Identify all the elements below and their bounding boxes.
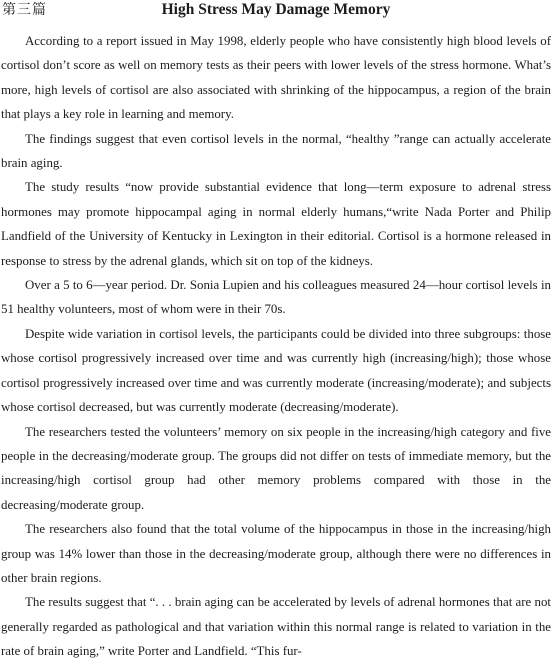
document-header bbox=[1, 0, 551, 22]
paragraph: The researchers also found that the total volume of the hippocampus in those in the increasing/high group was 14% lower than those in the decreasing/moderate group, although there were no differences in other brain regions. bbox=[1, 522, 551, 585]
paragraph: The findings suggest that even cortisol levels in the normal, “healthy ”range can actually accelerate brain aging. bbox=[1, 131, 551, 171]
paragraph: Despite wide variation in cortisol levels, the participants could be divided into three subgroups: those whose cortisol progressively increased over time and was currently high (increasing/high); those whose cortisol progressively increased over time and was currently moderate (increasing/moderate); and subjects whose cortisol decreased, but was currently moderate (decreasing/moderate). bbox=[1, 326, 551, 415]
paragraph: The researchers tested the volunteers’ memory on six people in the increasing/high category and five people in the decreasing/moderate group. The groups did not differ on tests of immediate memory, but the increasing/high cortisol group had other memory problems compared with those in the decreasing/moderate group. bbox=[1, 424, 551, 512]
paragraph: The results suggest that “. . . brain aging can be accelerated by levels of adrenal hormones that are not generally regarded as pathological and that variation within this normal range is related to variation in the rate of brain aging,” write Porter and Landfield. “This fur- bbox=[1, 595, 551, 659]
article-title: High Stress May Damage Memory bbox=[161, 1, 391, 18]
section-label: 第三篇 bbox=[2, 2, 47, 18]
paragraph: According to a report issued in May 1998, elderly people who have consistently high blood levels of cortisol don’t score as well on memory tests as their peers with lower levels of the stress hormone. What’s more, high levels of cortisol are also associated with shrinking of the hippocampus, a region of the brain that plays a key role in learning and memory. bbox=[1, 34, 551, 122]
article-body bbox=[1, 29, 551, 664]
paragraph: The study results “now provide substantial evidence that long—term exposure to adrenal stress hormones may promote hippocampal aging in normal elderly humans,“write Nada Porter and Philip Landfield of the University of Kentucky in Lexington in their editorial. Cortisol is a hormone released in response to stress by the adrenal glands, which sit on top of the kidneys. bbox=[1, 180, 551, 268]
paragraph: Over a 5 to 6—year period. Dr. Sonia Lupien and his colleagues measured 24—hour cortisol levels in 51 healthy volunteers, most of whom were in their 70s. bbox=[1, 278, 551, 317]
